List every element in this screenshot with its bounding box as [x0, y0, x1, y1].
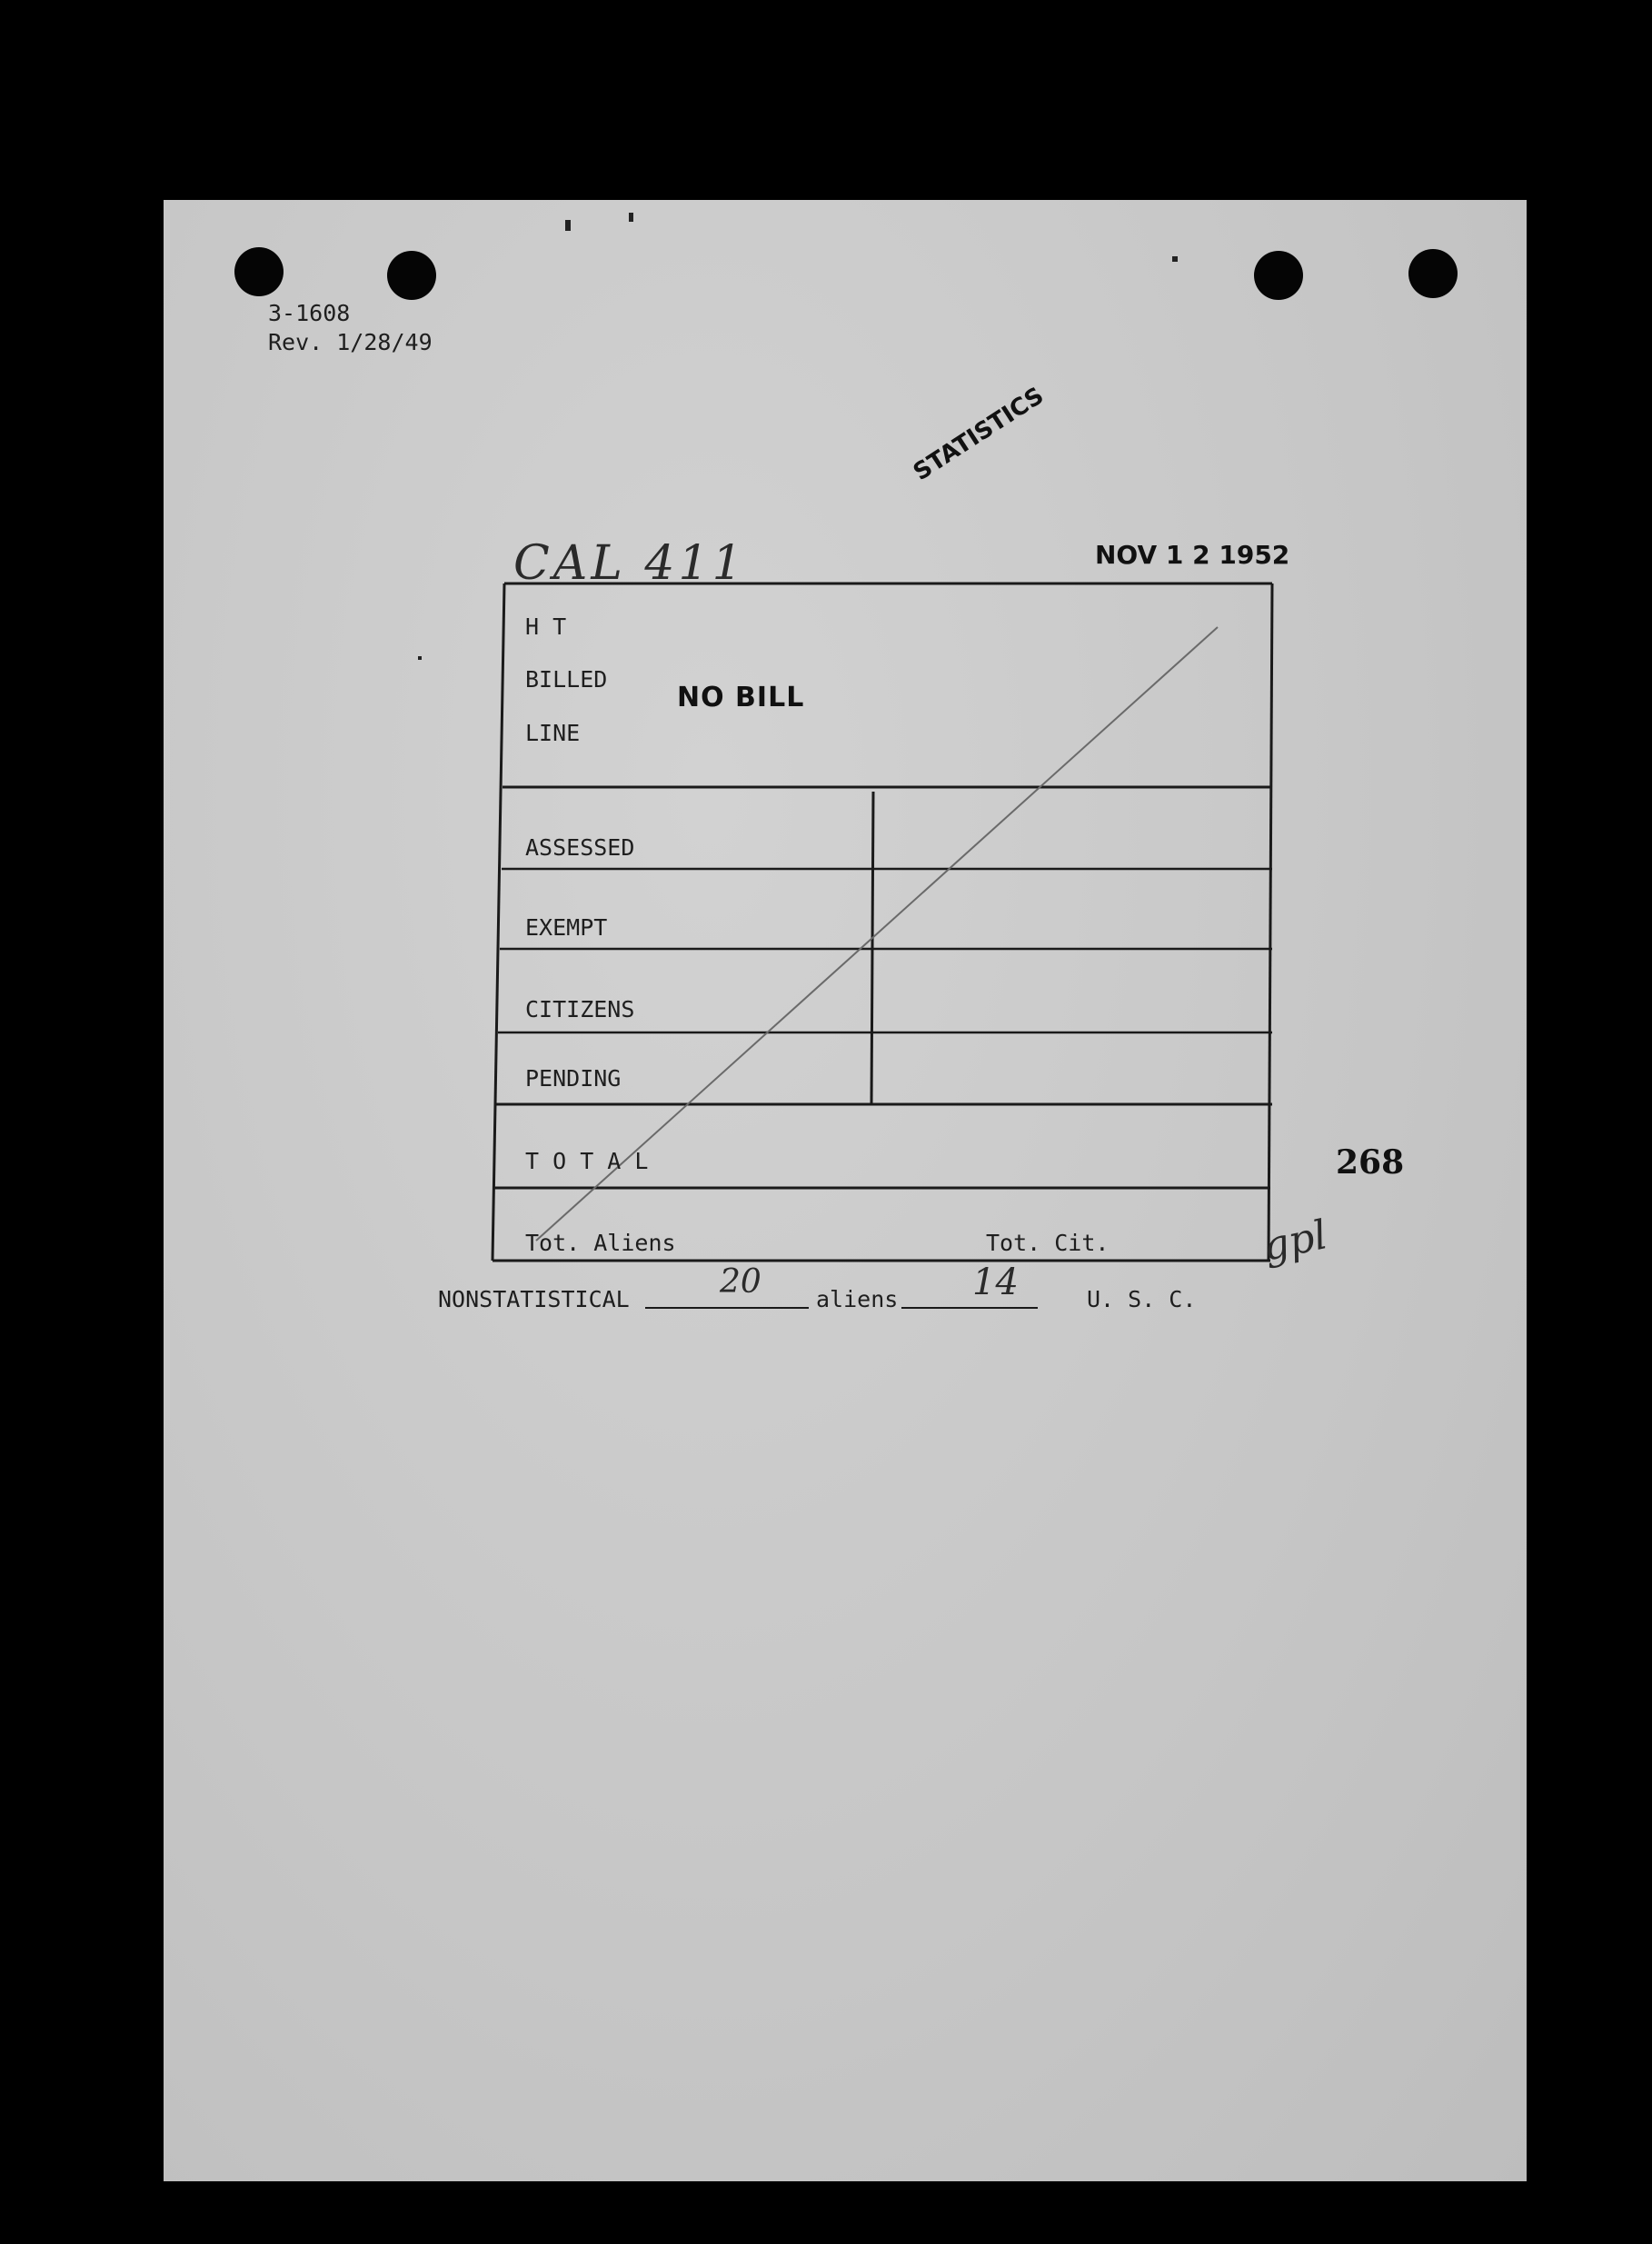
table-column-divider: [871, 792, 873, 1104]
table-left-border: [493, 583, 504, 1261]
table-row-label: EXEMPT: [525, 914, 608, 941]
ink-speck: [629, 213, 633, 222]
nonstatistical-label: NONSTATISTICAL: [438, 1286, 630, 1312]
table-right-border: [1269, 583, 1272, 1261]
table-row-label: ASSESSED: [525, 834, 635, 861]
form-revision: Rev. 1/28/49: [268, 329, 433, 355]
table-row-label: PENDING: [525, 1065, 622, 1092]
usc-blank-line: [901, 1307, 1038, 1309]
usc-label: U. S. C.: [1087, 1286, 1197, 1312]
ink-speck: [418, 656, 422, 660]
document-page: [164, 200, 1527, 2181]
table-row-label: CITIZENS: [525, 996, 635, 1022]
usc-count: 14: [972, 1262, 1019, 1303]
no-bill-stamp: NO BILL: [677, 682, 805, 713]
date-stamp: NOV 1 2 1952: [1095, 540, 1290, 570]
aliens-blank-line: [645, 1307, 809, 1309]
page-number-stamp: 268: [1336, 1143, 1405, 1182]
statistics-stamp: STATISTICS: [909, 382, 1050, 487]
statistics-table: [164, 200, 1527, 2181]
table-header-line: H T: [525, 613, 567, 640]
total-label: T O T A L: [525, 1148, 649, 1174]
ink-speck: [1172, 256, 1178, 262]
tot-cit-label: Tot. Cit.: [986, 1230, 1110, 1256]
aliens-label: aliens: [816, 1286, 899, 1312]
table-header-line: BILLED: [525, 666, 608, 693]
ink-speck: [565, 220, 571, 231]
tot-aliens-label: Tot. Aliens: [525, 1230, 676, 1256]
initials: gpl: [1259, 1212, 1331, 1271]
aliens-count: 20: [720, 1263, 761, 1301]
case-reference: CAL 411: [513, 536, 746, 591]
form-number: 3-1608: [268, 300, 351, 326]
table-header-line: LINE: [525, 720, 581, 746]
